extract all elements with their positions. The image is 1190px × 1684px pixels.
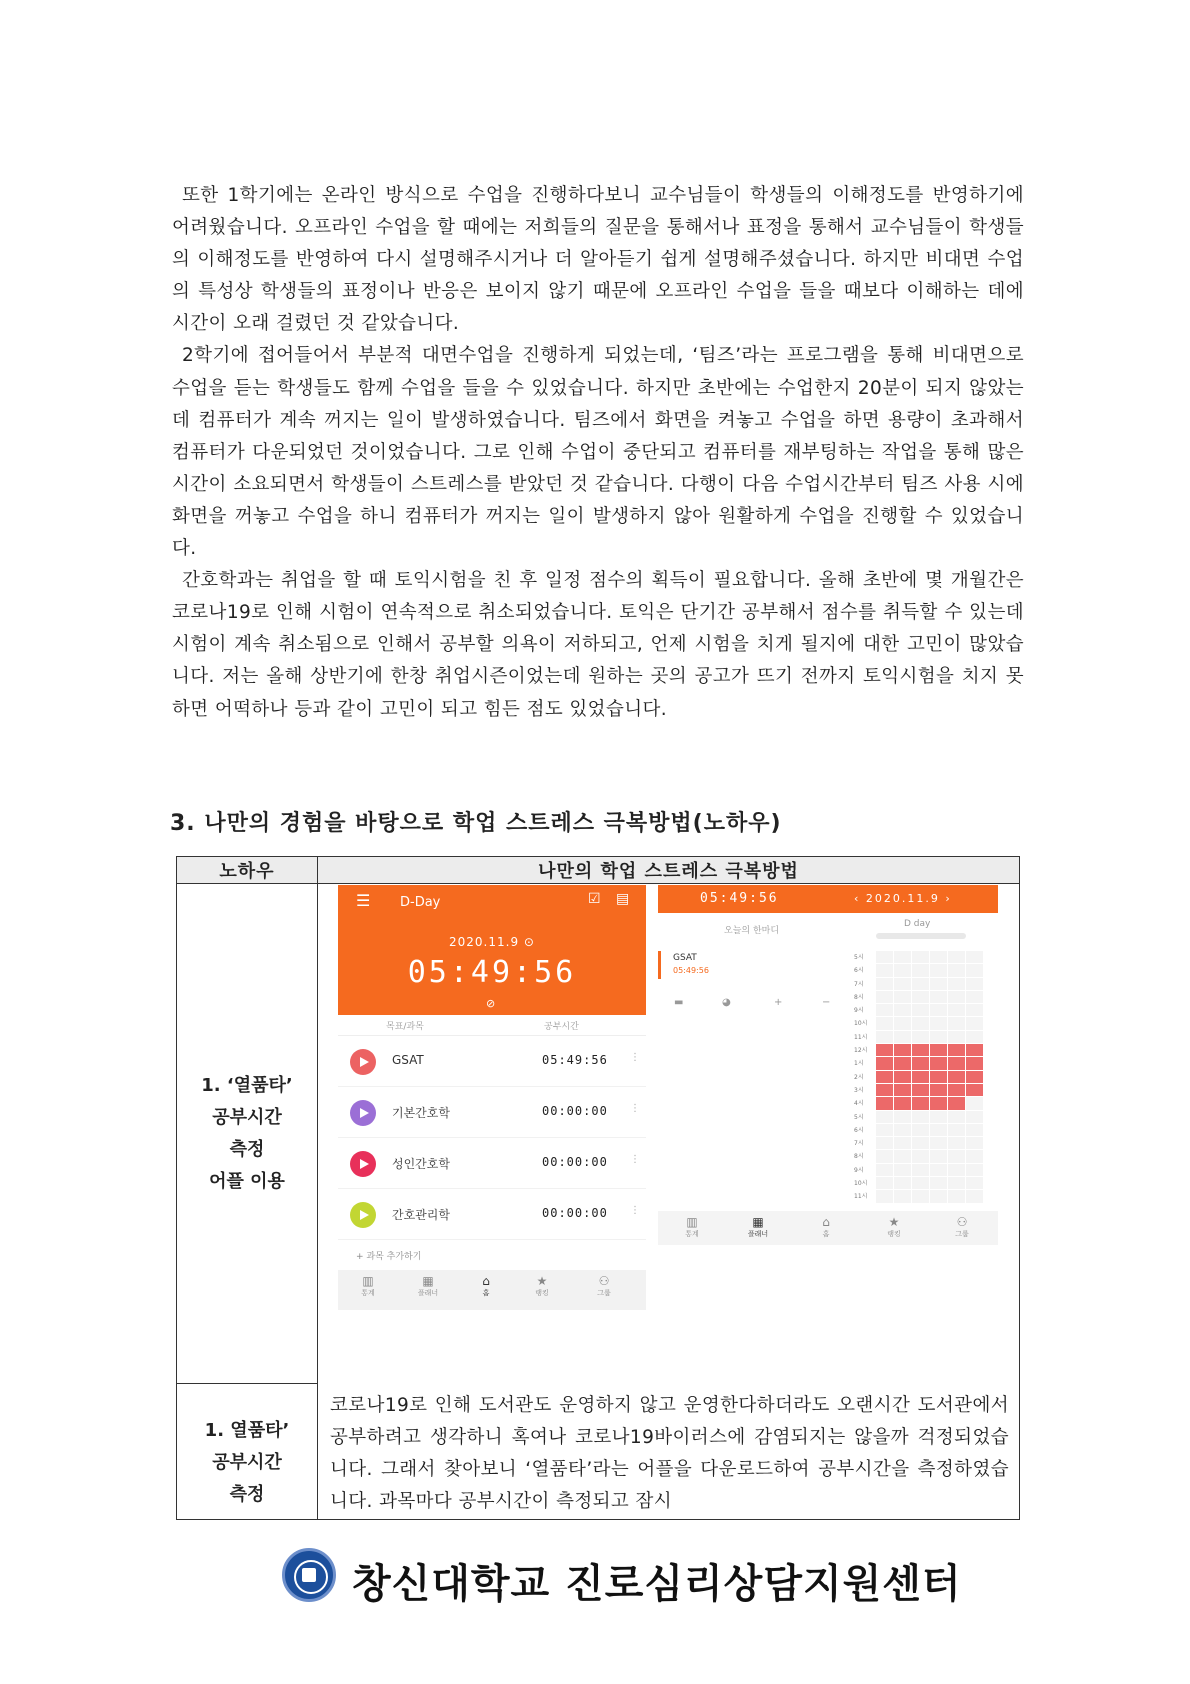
keyboard-icon[interactable]: ▬ xyxy=(674,997,684,1008)
grid-cell xyxy=(948,1124,965,1136)
label-line: 어플 이용 xyxy=(209,1170,285,1192)
grid-cell xyxy=(948,1111,965,1123)
hour-label: 10시 xyxy=(854,1180,868,1188)
grid-cell xyxy=(966,1137,983,1149)
grid-cell xyxy=(912,1097,929,1109)
app-screenshot-timer xyxy=(338,885,646,1318)
grid-cell xyxy=(894,1164,911,1176)
grid-cell xyxy=(876,1124,893,1136)
grid-cell xyxy=(930,1084,947,1096)
planner-date[interactable]: ‹ 2020.11.9 › xyxy=(854,892,952,905)
nav-group[interactable]: ⚇ 그룹 xyxy=(597,1274,611,1297)
subject-column-header xyxy=(338,1015,646,1036)
grid-cell xyxy=(876,951,893,963)
grid-cell xyxy=(894,1057,911,1069)
app-screenshot-planner xyxy=(658,885,998,1245)
col-header-method: 나만의 학업 스트레스 극복방법 xyxy=(318,857,1020,884)
more-icon[interactable]: ⋮ xyxy=(630,1154,640,1165)
dday-progress xyxy=(876,933,966,939)
row-label-2 xyxy=(177,1384,318,1520)
timer-total: 05:49:56 xyxy=(407,955,577,990)
grid-cell xyxy=(966,951,983,963)
grid-cell xyxy=(912,1017,929,1029)
nav-stats[interactable]: ▥ 통계 xyxy=(361,1274,375,1297)
grid-cell xyxy=(876,1097,893,1109)
grid-cell xyxy=(948,951,965,963)
subject-name: 기본간호학 xyxy=(392,1106,450,1120)
timer-date: 2020.11.9 ⊙ xyxy=(449,935,535,949)
subject-row[interactable] xyxy=(338,1189,646,1240)
paragraph-2: 2학기에 접어들어서 부분적 대면수업을 진행하게 되었는데, ‘팀즈’라는 프로그램을 통해 비대면으로 수업을 듣는 학생들도 함께 수업을 들을 수 있었습니다. 하지만 초반에는 수업한지 20분이 되지 않았는데 컴퓨터가 계속 꺼지는 일이 발생하였습니다. 팀즈에서 화면을 켜놓고 수업을 하면 용량이 초과해서 컴퓨터가 다운되었던 것이었습니다. 그로 인해 수업이 중단되고 컴퓨터를 재부팅하는 작업을 통해 많은 시간이 소요되면서 학생들이 스트레스를 받았던 것 같습니다. 다행이 다음 수업시간부터 팀즈 사용 시에 화면을 꺼놓고 수업을 하니 컴퓨터가 꺼지는 일이 발생하지 않아 원활하게 수업을 진행할 수 있었습니다. xyxy=(172,345,1024,560)
grid-cell xyxy=(930,1111,947,1123)
grid-cell xyxy=(876,1137,893,1149)
planner-tabs xyxy=(658,913,998,943)
hour-label: 8시 xyxy=(854,993,864,1001)
grid-cell xyxy=(912,1150,929,1162)
grid-cell xyxy=(948,1057,965,1069)
grid-cell xyxy=(966,1111,983,1123)
grid-cell xyxy=(912,1044,929,1056)
grid-cell xyxy=(930,1031,947,1043)
grid-cell xyxy=(948,1097,965,1109)
grid-cell xyxy=(894,1137,911,1149)
hour-label: 10시 xyxy=(854,1020,868,1028)
subject-time: 00:00:00 xyxy=(542,1155,608,1169)
grid-cell xyxy=(966,1004,983,1016)
grid-cell xyxy=(894,951,911,963)
hour-label: 8시 xyxy=(854,1153,864,1161)
grid-cell xyxy=(930,1057,947,1069)
grid-cell xyxy=(876,1071,893,1083)
grid-cell xyxy=(894,964,911,976)
palette-icon[interactable]: ◕ xyxy=(722,997,731,1008)
hour-label: 9시 xyxy=(854,1166,864,1174)
col-subject: 목표/과목 xyxy=(386,1022,424,1032)
subject-name: 성인간호학 xyxy=(392,1157,450,1171)
nav-ranking[interactable]: ★ 랭킹 xyxy=(887,1215,901,1238)
timer-header xyxy=(338,885,646,1015)
planner-subject xyxy=(658,951,853,979)
grid-cell xyxy=(876,1084,893,1096)
grid-cell xyxy=(966,1164,983,1176)
grid-cell xyxy=(876,1150,893,1162)
grid-cell xyxy=(930,1124,947,1136)
label-line: 공부시간 xyxy=(212,1452,282,1473)
grid-cell xyxy=(912,1071,929,1083)
method-description: 코로나19로 인해 도서관도 운영하지 않고 운영한다하더라도 오랜시간 도서관에서 공부하려고 생각하니 혹여나 코로나19바이러스에 감염되지는 않을까 걱정되었습니다. 그래서 찾아보니 ‘열품타’라는 어플을 다운로드하여 공부시간을 측정하였습니다. 과목마다 공부시간이 측정되고 잠시 xyxy=(318,1384,1020,1520)
grid-cell xyxy=(966,1177,983,1189)
hour-labels xyxy=(854,951,872,1204)
grid-cell xyxy=(966,1084,983,1096)
alarm-icon: ⊘ xyxy=(486,997,496,1010)
grid-cell xyxy=(912,951,929,963)
planner-header xyxy=(658,885,998,913)
grid-cell xyxy=(930,1164,947,1176)
grid-cell xyxy=(912,978,929,990)
more-icon[interactable]: ⋮ xyxy=(630,1103,640,1114)
add-subject-label: + 과목 추가하기 xyxy=(356,1252,422,1262)
grid-cell xyxy=(948,964,965,976)
grid-cell xyxy=(966,1097,983,1109)
hour-label: 11시 xyxy=(854,1193,868,1201)
label-line: 공부시간 xyxy=(212,1106,282,1128)
subject-time: 00:00:00 xyxy=(542,1206,608,1220)
grid-cell xyxy=(876,1044,893,1056)
label-line: 1. ‘열품타’ xyxy=(201,1074,293,1096)
label-line: 측정 xyxy=(229,1138,265,1160)
hour-label: 4시 xyxy=(854,1100,864,1108)
grid-cell xyxy=(894,1150,911,1162)
nav-group[interactable]: ⚇ 그룹 xyxy=(955,1215,969,1238)
grid-cell xyxy=(876,978,893,990)
grid-cell xyxy=(966,1057,983,1069)
grid-cell xyxy=(966,1017,983,1029)
plus-icon[interactable]: + xyxy=(774,997,783,1008)
grid-cell xyxy=(966,1044,983,1056)
grid-cell xyxy=(930,1190,947,1202)
grid-cell xyxy=(876,1004,893,1016)
col-time: 공부시간 xyxy=(544,1022,579,1032)
grid-cell xyxy=(912,964,929,976)
grid-cell xyxy=(912,1164,929,1176)
grid-cell xyxy=(894,978,911,990)
hour-label: 7시 xyxy=(854,1140,864,1148)
grid-cell xyxy=(912,1137,929,1149)
grid-cell xyxy=(876,964,893,976)
body-text xyxy=(172,180,1024,726)
paragraph-1: 또한 1학기에는 온라인 방식으로 수업을 진행하다보니 교수님들이 학생들의 이해정도를 반영하기에 어려웠습니다. 오프라인 수업을 할 때에는 저희들의 질문을 통해서나 표정을 통해서 교수님들이 학생들의 이해정도를 반영하여 다시 설명해주시거나 더 알아듣기 쉽게 설명해주셨습니다. 하지만 비대면 수업의 특성상 학생들의 표정이나 반응은 보이지 않기 때문에 오프라인 수업을 들을 때보다 이해하는 데에 시간이 오래 걸렸던 것 같았습니다. xyxy=(172,185,1024,335)
grid-cell xyxy=(912,1111,929,1123)
subject-row[interactable] xyxy=(338,1036,646,1087)
grid-cell xyxy=(876,1057,893,1069)
grid-cell xyxy=(948,1150,965,1162)
grid-cell xyxy=(912,1057,929,1069)
org-name: 창신대학교 진로심리상담지원센터 xyxy=(352,1561,962,1607)
grid-cells xyxy=(876,951,983,1203)
grid-cell xyxy=(948,1031,965,1043)
grid-cell xyxy=(894,1097,911,1109)
subject-name: GSAT xyxy=(392,1053,424,1067)
chat-icon: ▤ xyxy=(616,891,630,907)
bottom-nav xyxy=(658,1211,998,1245)
menu-icon: ☰ xyxy=(356,891,371,910)
grid-cell xyxy=(876,991,893,1003)
grid-cell xyxy=(930,1004,947,1016)
section-heading: 3. 나만의 경험을 바탕으로 학업 스트레스 극복방법(노하우) xyxy=(170,811,782,836)
grid-cell xyxy=(966,991,983,1003)
subject-time: 00:00:00 xyxy=(542,1104,608,1118)
label-line: 1. 열품타’ xyxy=(204,1420,290,1441)
grid-cell xyxy=(912,1084,929,1096)
grid-cell xyxy=(948,1071,965,1083)
grid-cell xyxy=(894,991,911,1003)
hour-label: 12시 xyxy=(854,1047,868,1055)
hour-label: 2시 xyxy=(854,1073,864,1081)
tab-dday[interactable]: D day xyxy=(904,919,931,929)
nav-home[interactable]: ⌂ 홈 xyxy=(482,1274,490,1297)
subject-row[interactable] xyxy=(338,1087,646,1138)
grid-cell xyxy=(930,964,947,976)
hour-label: 6시 xyxy=(854,1126,864,1134)
hour-label: 6시 xyxy=(854,967,864,975)
minus-icon[interactable]: − xyxy=(822,997,831,1008)
more-icon[interactable]: ⋮ xyxy=(630,1052,640,1063)
grid-cell xyxy=(912,991,929,1003)
hour-label: 5시 xyxy=(854,954,864,961)
grid-cell xyxy=(894,1111,911,1123)
grid-cell xyxy=(966,964,983,976)
hour-label: 7시 xyxy=(854,980,864,988)
grid-cell xyxy=(948,1044,965,1056)
grid-cell xyxy=(948,1084,965,1096)
grid-cell xyxy=(948,1177,965,1189)
row-label-1 xyxy=(177,884,318,1384)
subject-row[interactable] xyxy=(338,1138,646,1189)
grid-cell xyxy=(930,991,947,1003)
planner-total-time: 05:49:56 xyxy=(700,891,779,906)
grid-cell xyxy=(876,1017,893,1029)
nav-ranking[interactable]: ★ 랭킹 xyxy=(535,1274,549,1297)
grid-cell xyxy=(948,1137,965,1149)
planner-subject-time: 05:49:56 xyxy=(673,966,709,975)
grid-cell xyxy=(948,978,965,990)
university-seal-icon xyxy=(282,1548,336,1602)
play-icon[interactable] xyxy=(350,1049,376,1075)
grid-cell xyxy=(894,1190,911,1202)
grid-cell xyxy=(930,1150,947,1162)
grid-cell xyxy=(894,1004,911,1016)
add-subject-button[interactable] xyxy=(338,1240,646,1270)
grid-cell xyxy=(948,1017,965,1029)
grid-cell xyxy=(966,1150,983,1162)
grid-cell xyxy=(912,1031,929,1043)
grid-cell xyxy=(894,1124,911,1136)
bottom-nav xyxy=(338,1270,646,1310)
grid-cell xyxy=(948,1190,965,1202)
grid-cell xyxy=(912,1177,929,1189)
grid-cell xyxy=(912,1190,929,1202)
grid-cell xyxy=(894,1084,911,1096)
planner-subject-name: GSAT xyxy=(673,953,697,963)
grid-cell xyxy=(966,1190,983,1202)
grid-cell xyxy=(948,991,965,1003)
nav-stats[interactable]: ▥ 통계 xyxy=(685,1215,699,1238)
col-header-knowhow: 노하우 xyxy=(177,857,318,884)
grid-cell xyxy=(930,1177,947,1189)
hour-label: 11시 xyxy=(854,1033,868,1041)
nav-planner[interactable]: ▦ 플래너 xyxy=(747,1215,769,1238)
grid-cell xyxy=(930,1137,947,1149)
tab-daily-word[interactable]: 오늘의 한마디 xyxy=(724,926,780,936)
grid-cell xyxy=(894,1017,911,1029)
grid-cell xyxy=(948,1004,965,1016)
grid-cell xyxy=(930,1071,947,1083)
grid-cell xyxy=(894,1071,911,1083)
grid-cell xyxy=(966,978,983,990)
hour-label: 1시 xyxy=(854,1060,864,1068)
grid-cell xyxy=(930,951,947,963)
paragraph-3: 간호학과는 취업을 할 때 토익시험을 친 후 일정 점수의 획득이 필요합니다. 올해 초반에 몇 개월간은 코로나19로 인해 시험이 연속적으로 취소되었습니다. 토익은 단기간 공부해서 점수를 취득할 수 있는데 시험이 계속 취소됨으로 인해서 공부할 의욕이 저하되고, 언제 시험을 치게 될지에 대한 고민이 많았습니다. 저는 올해 상반기에 한창 취업시즌이었는데 원하는 곳의 공고가 뜨기 전까지 토익시험을 치지 못하면 어떡하나 등과 같이 고민이 되고 힘든 점도 있었습니다. xyxy=(172,570,1024,720)
nav-home[interactable]: ⌂ 홈 xyxy=(822,1215,830,1238)
grid-cell xyxy=(930,978,947,990)
nav-planner[interactable]: ▦ 플래너 xyxy=(417,1274,439,1297)
grid-cell xyxy=(894,1177,911,1189)
grid-cell xyxy=(966,1031,983,1043)
play-icon[interactable] xyxy=(350,1151,376,1177)
subject-time: 05:49:56 xyxy=(542,1053,608,1067)
grid-cell xyxy=(930,1044,947,1056)
grid-cell xyxy=(876,1031,893,1043)
grid-cell xyxy=(876,1177,893,1189)
grid-cell xyxy=(912,1004,929,1016)
more-icon[interactable]: ⋮ xyxy=(630,1205,640,1216)
grid-cell xyxy=(894,1044,911,1056)
dday-title: D-Day xyxy=(400,895,441,910)
label-line: 측정 xyxy=(229,1484,265,1505)
play-icon[interactable] xyxy=(350,1100,376,1126)
time-grid xyxy=(854,951,984,1199)
grid-cell xyxy=(876,1190,893,1202)
grid-cell xyxy=(912,1124,929,1136)
grid-cell xyxy=(930,1097,947,1109)
play-icon[interactable] xyxy=(350,1202,376,1228)
hour-label: 9시 xyxy=(854,1007,864,1015)
grid-cell xyxy=(876,1111,893,1123)
grid-cell xyxy=(876,1164,893,1176)
grid-cell xyxy=(966,1071,983,1083)
grid-cell xyxy=(966,1124,983,1136)
grid-cell xyxy=(948,1164,965,1176)
grid-cell xyxy=(894,1031,911,1043)
checkbox-icon: ☑ xyxy=(588,891,601,907)
subject-name: 간호관리학 xyxy=(392,1208,450,1222)
grid-cell xyxy=(930,1017,947,1029)
hour-label: 3시 xyxy=(854,1086,864,1094)
hour-label: 5시 xyxy=(854,1113,864,1121)
